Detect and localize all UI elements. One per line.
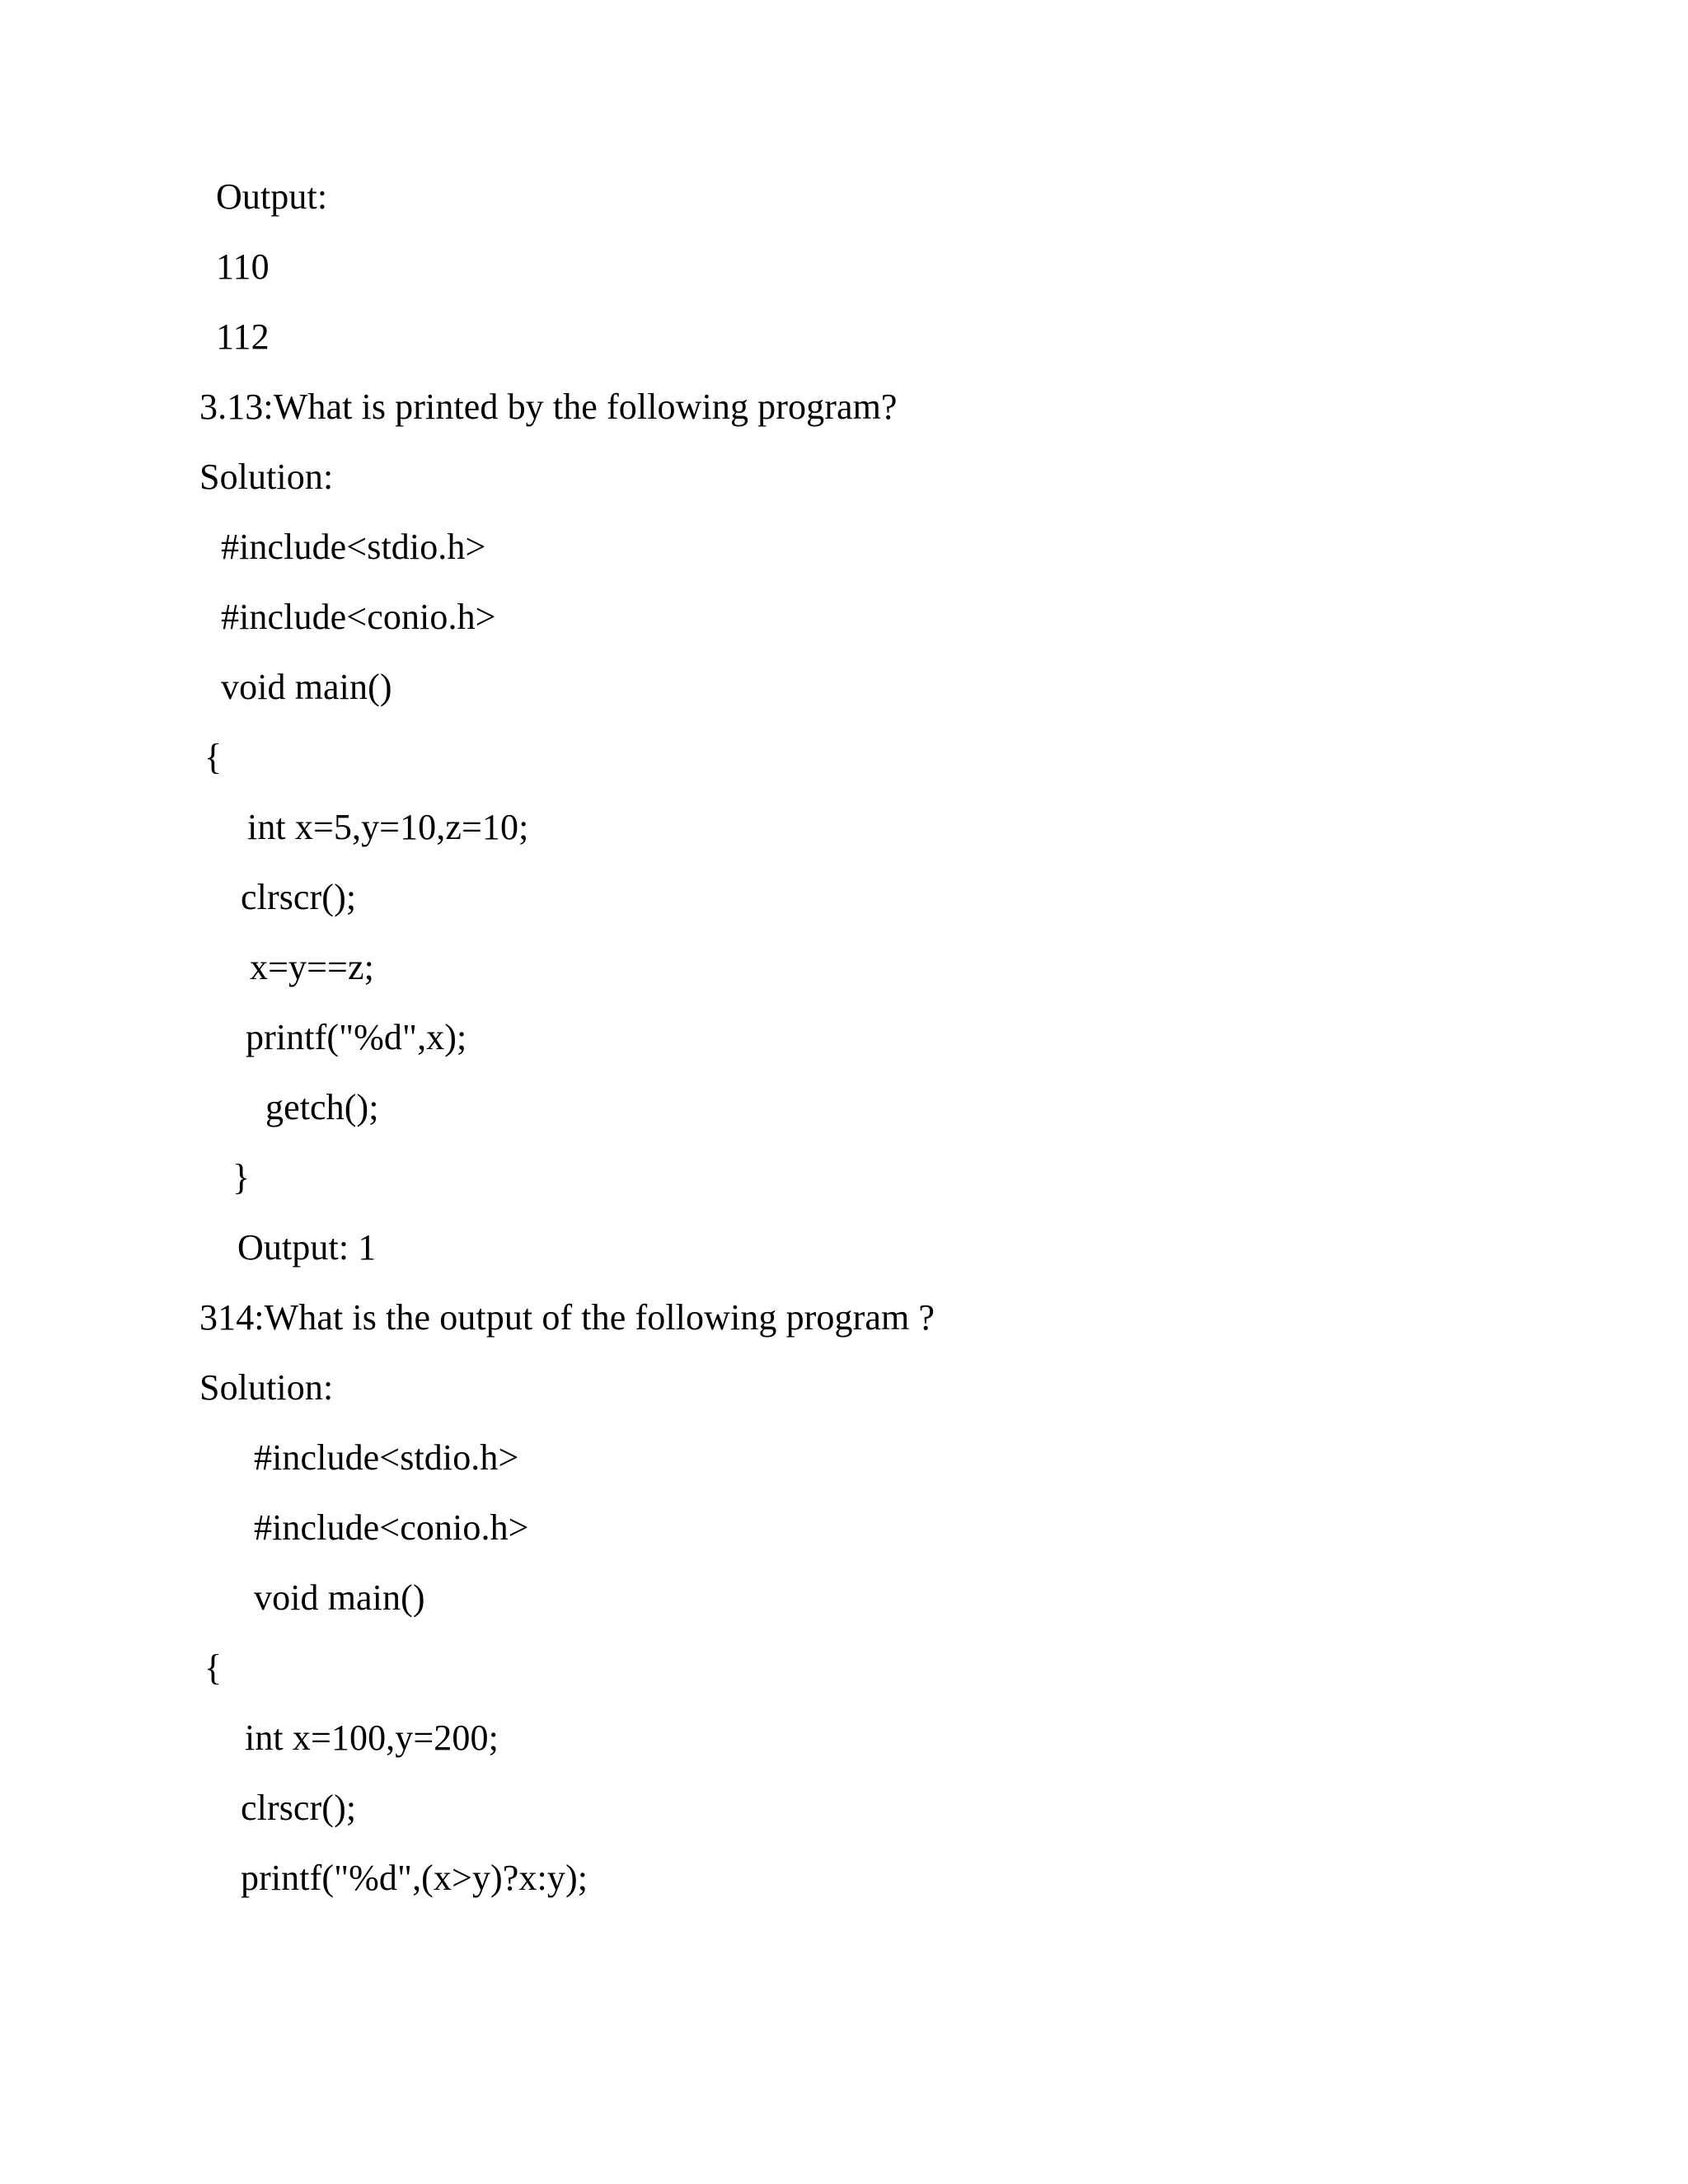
solution-label-1: Solution: [199,457,334,497]
q1-open-brace: { [204,737,223,777]
q1-printf: printf("%d",x); [246,1017,467,1057]
q2-printf: printf("%d",(x>y)?x:y); [241,1858,588,1898]
prev-output-value-2: 112 [216,316,270,357]
q1-assign: x=y==z; [250,947,374,987]
prev-output-value-1: 110 [216,246,270,287]
question-314: 314:What is the output of the following program ? [199,1297,935,1338]
q1-include-conio: #include<conio.h> [221,597,496,637]
q1-clrscr: clrscr(); [241,877,357,917]
q2-include-conio: #include<conio.h> [254,1507,529,1548]
q2-int-decl: int x=100,y=200; [245,1718,499,1758]
q2-clrscr: clrscr(); [241,1788,357,1828]
q1-close-brace: } [232,1157,251,1197]
q1-include-stdio: #include<stdio.h> [221,527,486,567]
q1-void-main: void main() [221,667,392,707]
q1-output: Output: 1 [237,1227,377,1268]
q2-void-main: void main() [254,1577,425,1618]
q1-int-decl: int x=5,y=10,z=10; [247,807,529,847]
prev-output-label: Output: [216,176,328,217]
q1-getch: getch(); [265,1087,379,1127]
q2-include-stdio: #include<stdio.h> [254,1437,519,1478]
solution-label-2: Solution: [199,1367,334,1408]
q2-open-brace: { [204,1647,223,1688]
question-3-13: 3.13:What is printed by the following program? [199,387,898,427]
